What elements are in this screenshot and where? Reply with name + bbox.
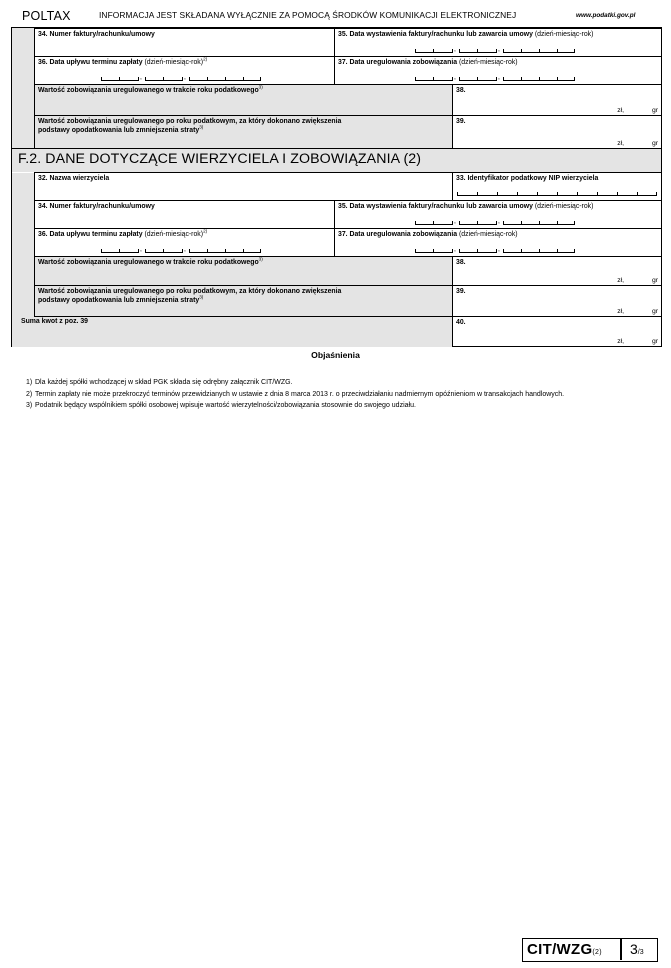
currency-gr: gr <box>651 308 658 315</box>
field-label: 36. Data upływu terminu zapłaty <box>38 231 143 238</box>
f2-settlement-date-field[interactable] <box>334 228 662 257</box>
currency-gr: gr <box>651 277 658 284</box>
brand-logo: POLTAX <box>22 9 71 23</box>
website-link[interactable]: www.podatki.gov.pl <box>576 12 636 19</box>
field-label: 35. Data wystawienia faktury/rachunku lub zawarcia umowy <box>338 31 533 38</box>
electronic-submission-notice: INFORMACJA JEST SKŁADANA WYŁĄCZNIE ZA POMOCĄ ŚRODKÓW KOMUNIKACJI ELEKTRONICZNEJ <box>99 10 517 20</box>
field-label: 34. Numer faktury/rachunku/umowy <box>38 31 155 38</box>
f1-value-after-year-field[interactable] <box>452 115 662 149</box>
footnote-text: Dla każdej spółki wchodzącej w skład PGK składa się odrębny załącznik CIT/WZG. <box>35 379 293 386</box>
field-label: Wartość zobowiązania uregulowanego po roku podatkowym, za który dokonano zwiększenia <box>38 288 342 295</box>
field-label: 39. <box>456 118 466 125</box>
field-label-cont: podstawy opodatkowania lub zmniejszenia straty <box>38 296 200 304</box>
page-number: 3 <box>630 941 638 957</box>
field-label: 37. Data uregulowania zobowiązania <box>338 231 458 238</box>
footnote-item <box>26 378 636 388</box>
f2-creditor-nip-field[interactable] <box>452 172 662 201</box>
field-label: 36. Data upływu terminu zapłaty <box>38 59 143 66</box>
footnote-ref: 2) <box>203 56 208 62</box>
f1-invoice-number-field[interactable] <box>34 28 335 57</box>
form-frame <box>11 27 662 347</box>
date-boxes: , , <box>415 75 575 81</box>
f1-issue-date-field[interactable] <box>334 28 662 57</box>
section-title: F.2. DANE DOTYCZĄCE WIERZYCIELA I ZOBOWIĄZANIA (2) <box>18 151 422 167</box>
section-margin <box>12 28 34 149</box>
f2-value-in-year-label <box>34 256 453 286</box>
footnote-ref: 3) <box>258 256 263 262</box>
f2-value-after-year-field[interactable] <box>452 285 662 317</box>
field-hint: (dzień-miesiąc-rok) <box>144 59 204 66</box>
field-label: 37. Data uregulowania zobowiązania <box>338 59 458 66</box>
sum-field[interactable] <box>452 316 662 347</box>
field-hint: (dzień-miesiąc-rok) <box>534 203 594 210</box>
footnote-item <box>26 390 636 400</box>
footnote-ref: 3) <box>199 294 204 300</box>
footer-divider <box>620 939 622 960</box>
currency-gr: gr <box>651 107 658 114</box>
f1-settlement-date-field[interactable] <box>334 56 662 85</box>
footnote-number: 3) <box>26 402 33 410</box>
field-label: 39. <box>456 288 466 295</box>
field-hint: (dzień-miesiąc-rok) <box>459 231 518 238</box>
field-label: 32. Nazwa wierzyciela <box>38 175 110 182</box>
date-boxes: , , <box>101 75 261 81</box>
f2-value-after-year-label <box>34 285 453 317</box>
field-label: Wartość zobowiązania uregulowanego po roku podatkowym, za który dokonano zwiększenia <box>38 118 342 125</box>
section-margin <box>12 173 34 316</box>
f2-payment-due-date-field[interactable] <box>34 228 335 257</box>
f1-value-in-year-field[interactable] <box>452 84 662 116</box>
f1-value-in-year-label <box>34 84 453 116</box>
form-code: CIT/WZG <box>527 941 593 958</box>
field-label: Wartość zobowiązania uregulowanego w trakcie roku podatkowego <box>38 87 259 94</box>
form-version: (2) <box>592 949 602 956</box>
f2-issue-date-field[interactable] <box>334 200 662 229</box>
f2-creditor-name-field[interactable] <box>34 172 453 201</box>
f2-invoice-number-field[interactable] <box>34 200 335 229</box>
date-boxes: , , <box>415 247 575 253</box>
currency-zl: zł, <box>617 308 624 315</box>
footnote-ref: 3) <box>258 84 263 90</box>
explanations-title: Objaśnienia <box>311 350 360 360</box>
footnote-number: 1) <box>26 379 33 386</box>
currency-zl: zł, <box>617 277 624 284</box>
footnote-ref: 3) <box>199 124 204 130</box>
date-boxes: , , <box>101 247 261 253</box>
sum-label: Suma kwot z poz. 39 <box>21 318 89 325</box>
date-boxes: , , <box>415 219 575 225</box>
field-label: 40. <box>456 319 466 326</box>
field-label: 38. <box>456 259 466 266</box>
f2-value-in-year-field[interactable] <box>452 256 662 286</box>
currency-zl: zł, <box>617 338 624 345</box>
currency-gr: gr <box>651 338 658 345</box>
field-label: Wartość zobowiązania uregulowanego w trakcie roku podatkowego <box>38 259 259 266</box>
f1-value-after-year-label <box>34 115 453 149</box>
footnote-item <box>26 401 636 411</box>
field-label: 35. Data wystawienia faktury/rachunku lub zawarcia umowy <box>338 203 533 210</box>
field-label: 38. <box>456 87 466 94</box>
currency-gr: gr <box>651 140 658 147</box>
footnote-text: Podatnik będący wspólnikiem spółki osobowej wpisuje wartość wierzytelności/zobowiązania stosownie do swojego udziału. <box>35 402 416 410</box>
currency-zl: zł, <box>617 140 624 147</box>
field-hint: (dzień-miesiąc-rok) <box>144 231 204 238</box>
section-f2-header <box>11 148 662 172</box>
field-hint: (dzień-miesiąc-rok) <box>459 59 518 66</box>
currency-zl: zł, <box>617 107 624 114</box>
field-label: 33. Identyfikator podatkowy NIP wierzyciela <box>456 175 599 182</box>
footnote-number: 2) <box>26 390 33 398</box>
field-hint: (dzień-miesiąc-rok) <box>534 31 594 38</box>
f1-payment-due-date-field[interactable] <box>34 56 335 85</box>
page-total: /3 <box>637 949 644 956</box>
explanations-list <box>26 378 636 413</box>
footnote-text: Termin zapłaty nie może przekroczyć terminów przewidzianych w ustawie z dnia 8 marca 2013 r. o przeciwdziałaniu nadmiernym opóźnieniom w transakcjach handlowych. <box>35 390 565 398</box>
field-label-cont: podstawy opodatkowania lub zmniejszenia straty <box>38 126 200 134</box>
footnote-ref: 2) <box>203 228 208 234</box>
nip-boxes <box>457 191 657 196</box>
form-code-box <box>522 938 658 962</box>
date-boxes: , , <box>415 47 575 53</box>
field-label: 34. Numer faktury/rachunku/umowy <box>38 203 155 210</box>
